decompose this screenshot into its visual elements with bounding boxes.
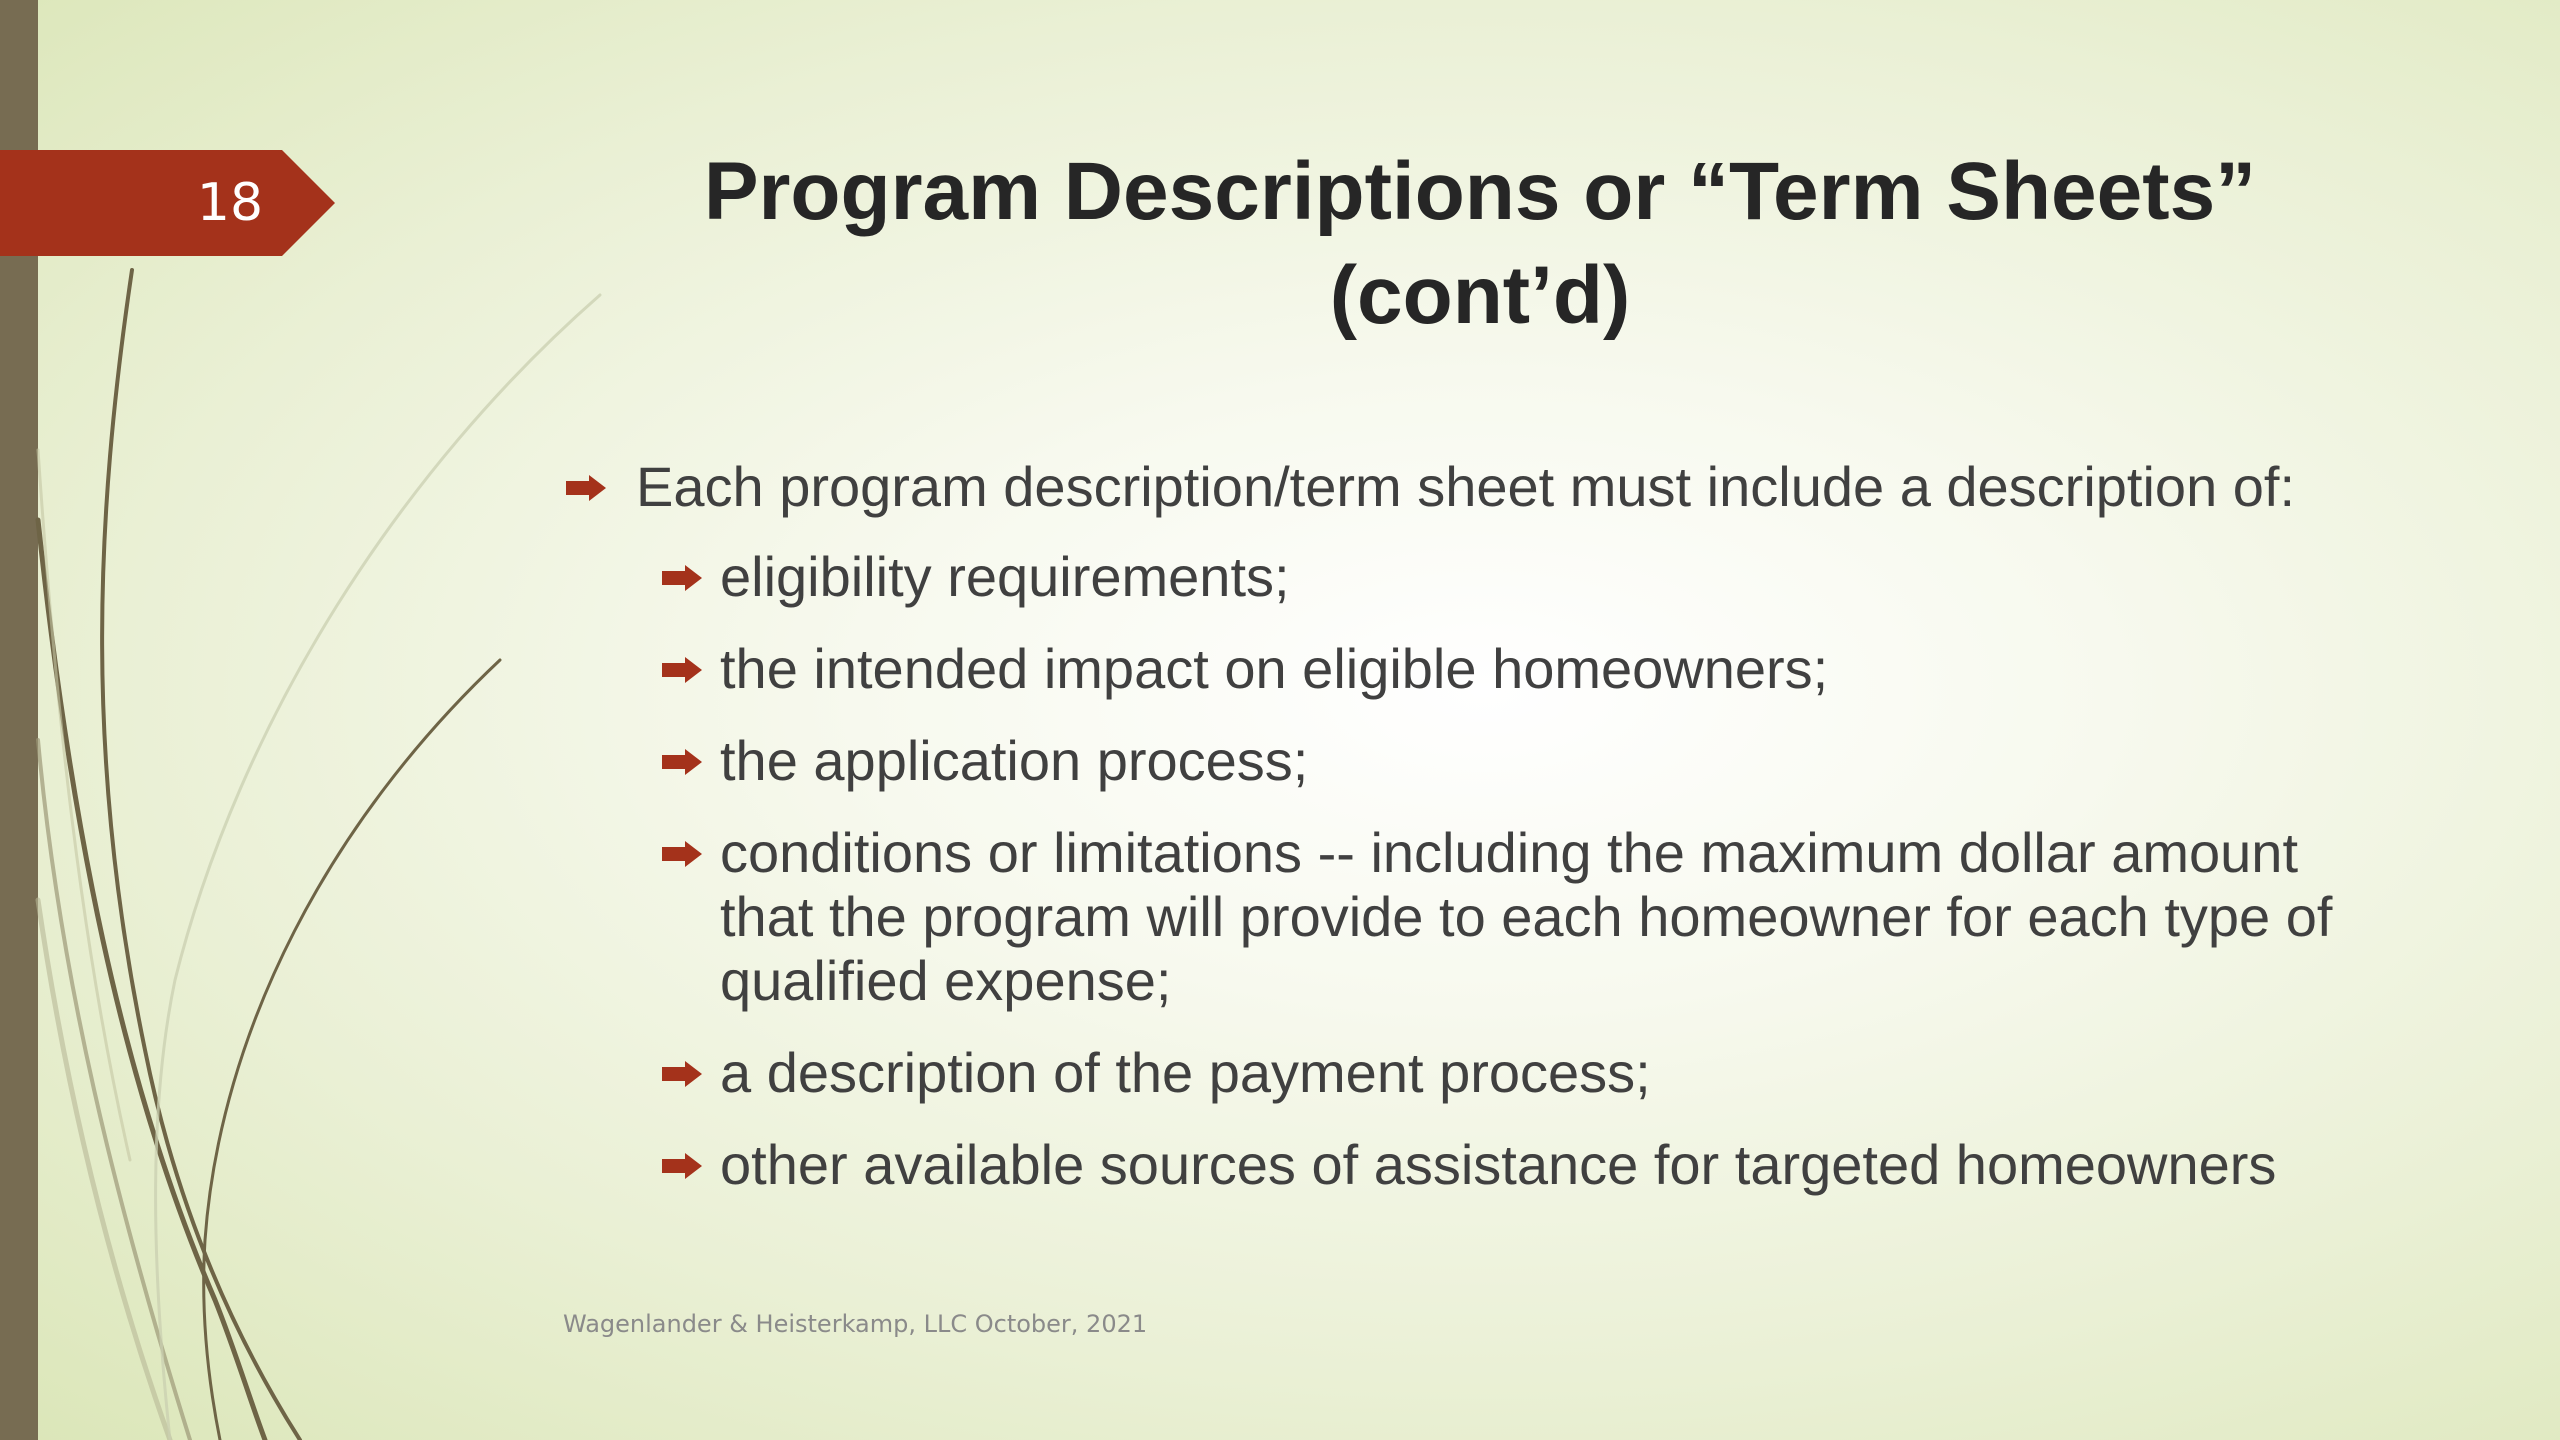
bullet-item-text: the application process; xyxy=(720,729,1309,792)
bullet-intro xyxy=(560,455,2400,519)
bullet-item xyxy=(660,545,2400,609)
arrow-bullet-icon xyxy=(566,475,606,501)
slide-title xyxy=(580,140,2380,348)
bullet-intro-text: Each program description/term sheet must include a description of: xyxy=(636,455,2296,518)
slide-title-line-2: (cont’d) xyxy=(1329,250,1631,341)
bullet-item-text: a description of the payment process; xyxy=(720,1041,1651,1104)
bullet-item-text: conditions or limitations -- including the maximum dollar amount that the program will provide to each homeowner for each type of qualified expense; xyxy=(720,821,2333,1012)
bullet-item xyxy=(660,1041,2400,1105)
arrow-bullet-icon xyxy=(662,841,702,867)
bullet-item xyxy=(660,1133,2400,1197)
bullet-list xyxy=(560,455,2400,1225)
bullet-item-text: other available sources of assistance for targeted homeowners xyxy=(720,1133,2277,1196)
slide-number: 18 xyxy=(196,173,264,233)
slide-title-line-1: Program Descriptions or “Term Sheets” xyxy=(703,146,2257,237)
arrow-bullet-icon xyxy=(662,749,702,775)
footer-text: Wagenlander & Heisterkamp, LLC October, 2021 xyxy=(563,1310,1148,1338)
bullet-item xyxy=(660,821,2400,1013)
bullet-item xyxy=(660,729,2400,793)
arrow-bullet-icon xyxy=(662,1153,702,1179)
arrow-bullet-icon xyxy=(662,657,702,683)
bullet-item xyxy=(660,637,2400,701)
arrow-bullet-icon xyxy=(662,1061,702,1087)
bullet-item-text: the intended impact on eligible homeowners; xyxy=(720,637,1829,700)
arrow-bullet-icon xyxy=(662,565,702,591)
bullet-item-text: eligibility requirements; xyxy=(720,545,1290,608)
